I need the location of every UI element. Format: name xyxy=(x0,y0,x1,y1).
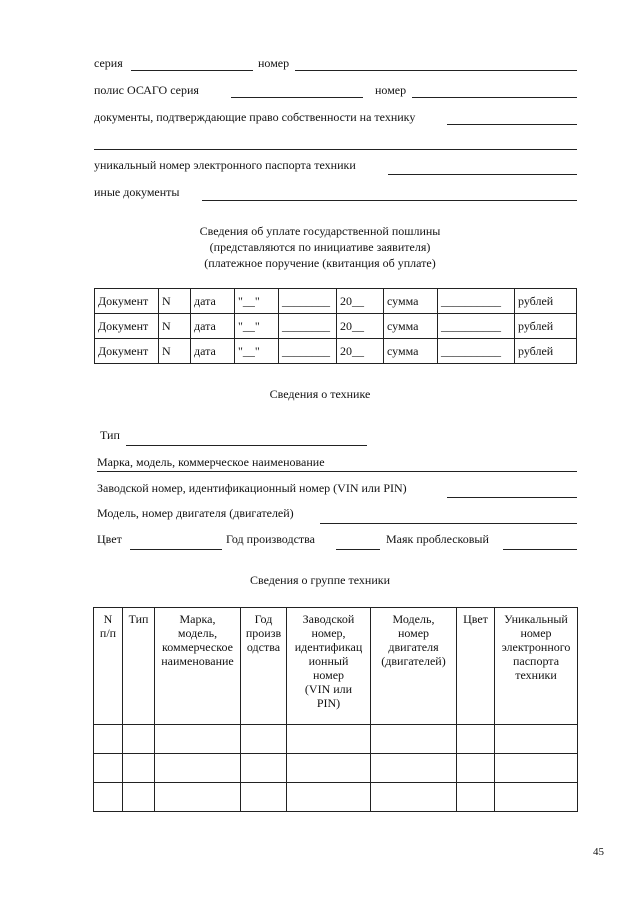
group-cell[interactable] xyxy=(371,754,457,783)
group-cell[interactable] xyxy=(457,754,495,783)
engine-label: Модель, номер двигателя (двигателей) xyxy=(97,506,294,520)
group-row xyxy=(94,725,578,754)
fee-cell: дата xyxy=(191,314,235,339)
color-field-line[interactable] xyxy=(130,549,222,550)
page-number: 45 xyxy=(593,846,604,858)
fee-cell: сумма xyxy=(384,339,438,364)
fee-cell[interactable]: ________ xyxy=(279,289,337,314)
color-label: Цвет xyxy=(97,532,122,546)
group-cell[interactable] xyxy=(287,725,371,754)
group-column-header: Заводской номер, идентификац ионный номер (VIN или PIN) xyxy=(287,608,371,725)
group-cell[interactable] xyxy=(123,754,155,783)
fee-cell[interactable]: __________ xyxy=(438,289,515,314)
serial-vin-label: Заводской номер, идентификационный номер (VIN или PIN) xyxy=(97,481,407,495)
osago-number-field-line[interactable] xyxy=(412,97,577,98)
epassport-label: уникальный номер электронного паспорта техники xyxy=(94,158,356,172)
fee-cell[interactable]: ________ xyxy=(279,339,337,364)
fee-cell[interactable]: 20__ xyxy=(337,289,384,314)
group-cell[interactable] xyxy=(241,754,287,783)
group-cell[interactable] xyxy=(457,783,495,812)
group-section-title: Сведения о группе техники xyxy=(249,573,390,587)
group-column-header: Уникальный номер электронного паспорта техники xyxy=(495,608,578,725)
group-column-header: Марка, модель, коммерческое наименование xyxy=(155,608,241,725)
other-docs-field-line[interactable] xyxy=(202,200,577,201)
group-cell[interactable] xyxy=(123,783,155,812)
group-column-header: Тип xyxy=(123,608,155,725)
group-cell[interactable] xyxy=(94,754,123,783)
group-cell[interactable] xyxy=(495,754,578,783)
fee-cell: рублей xyxy=(515,314,577,339)
group-row xyxy=(94,783,578,812)
brand-model-label: Марка, модель, коммерческое наименование xyxy=(97,455,325,469)
group-column-header: N п/п xyxy=(94,608,123,725)
fee-cell[interactable]: ________ xyxy=(279,314,337,339)
fee-cell: Документ xyxy=(95,339,159,364)
group-cell[interactable] xyxy=(241,725,287,754)
osago-number-label: номер xyxy=(375,83,407,97)
fee-cell[interactable]: "__" xyxy=(235,289,279,314)
group-cell[interactable] xyxy=(371,725,457,754)
number-label: номер xyxy=(258,56,290,70)
osago-series-field-line[interactable] xyxy=(231,97,363,98)
fee-cell: рублей xyxy=(515,289,577,314)
group-row xyxy=(94,754,578,783)
group-cell[interactable] xyxy=(94,725,123,754)
group-cell[interactable] xyxy=(495,783,578,812)
ownership-docs-continuation-line[interactable] xyxy=(94,149,577,150)
fee-cell: дата xyxy=(191,289,235,314)
year-label: Год производства xyxy=(226,532,315,546)
fee-title-line-1: Сведения об уплате государственной пошлины xyxy=(199,224,441,238)
fee-cell: рублей xyxy=(515,339,577,364)
type-label: Тип xyxy=(100,428,120,442)
group-cell[interactable] xyxy=(241,783,287,812)
fee-cell[interactable]: "__" xyxy=(235,314,279,339)
fee-cell: дата xyxy=(191,339,235,364)
tech-group-table xyxy=(93,607,578,812)
group-cell[interactable] xyxy=(287,754,371,783)
series-label: серия xyxy=(94,56,123,70)
group-cell[interactable] xyxy=(495,725,578,754)
fee-cell: Документ xyxy=(95,289,159,314)
fee-title-line-2: (представляются по инициативе заявителя) xyxy=(209,240,431,254)
fee-row xyxy=(95,289,577,314)
fee-row xyxy=(95,314,577,339)
fee-cell: N xyxy=(159,289,191,314)
beacon-field-line[interactable] xyxy=(503,549,577,550)
brand-model-field-line[interactable] xyxy=(97,471,577,472)
fee-cell[interactable]: 20__ xyxy=(337,314,384,339)
fee-cell: Документ xyxy=(95,314,159,339)
group-column-header: Модель, номер двигателя (двигателей) xyxy=(371,608,457,725)
fee-cell: N xyxy=(159,339,191,364)
fee-cell: N xyxy=(159,314,191,339)
fee-cell[interactable]: __________ xyxy=(438,314,515,339)
other-docs-label: иные документы xyxy=(94,185,180,199)
group-cell[interactable] xyxy=(155,725,241,754)
group-column-header: Цвет xyxy=(457,608,495,725)
fee-cell[interactable]: __________ xyxy=(438,339,515,364)
beacon-label: Маяк проблесковый xyxy=(386,532,489,546)
series-field-line[interactable] xyxy=(131,70,253,71)
ownership-docs-field-line[interactable] xyxy=(447,124,577,125)
osago-series-label: полис ОСАГО серия xyxy=(94,83,199,97)
fee-payment-table xyxy=(94,288,577,364)
group-cell[interactable] xyxy=(123,725,155,754)
group-cell[interactable] xyxy=(155,783,241,812)
number-field-line[interactable] xyxy=(295,70,577,71)
group-column-header: Год произв одства xyxy=(241,608,287,725)
ownership-docs-label: документы, подтверждающие право собственности на технику xyxy=(94,110,416,124)
fee-cell: сумма xyxy=(384,289,438,314)
serial-vin-field-line[interactable] xyxy=(447,497,577,498)
fee-title-line-3: (платежное поручение (квитанция об уплате) xyxy=(204,256,436,270)
tech-section-title: Сведения о технике xyxy=(269,387,371,401)
group-cell[interactable] xyxy=(457,725,495,754)
fee-cell[interactable]: 20__ xyxy=(337,339,384,364)
year-field-line[interactable] xyxy=(336,549,380,550)
engine-field-line[interactable] xyxy=(320,523,577,524)
fee-cell: сумма xyxy=(384,314,438,339)
type-field-line[interactable] xyxy=(126,445,367,446)
epassport-field-line[interactable] xyxy=(388,174,577,175)
fee-row xyxy=(95,339,577,364)
group-cell[interactable] xyxy=(94,783,123,812)
group-cell[interactable] xyxy=(287,783,371,812)
group-cell[interactable] xyxy=(371,783,457,812)
fee-cell[interactable]: "__" xyxy=(235,339,279,364)
group-cell[interactable] xyxy=(155,754,241,783)
fee-section-title xyxy=(0,223,640,271)
